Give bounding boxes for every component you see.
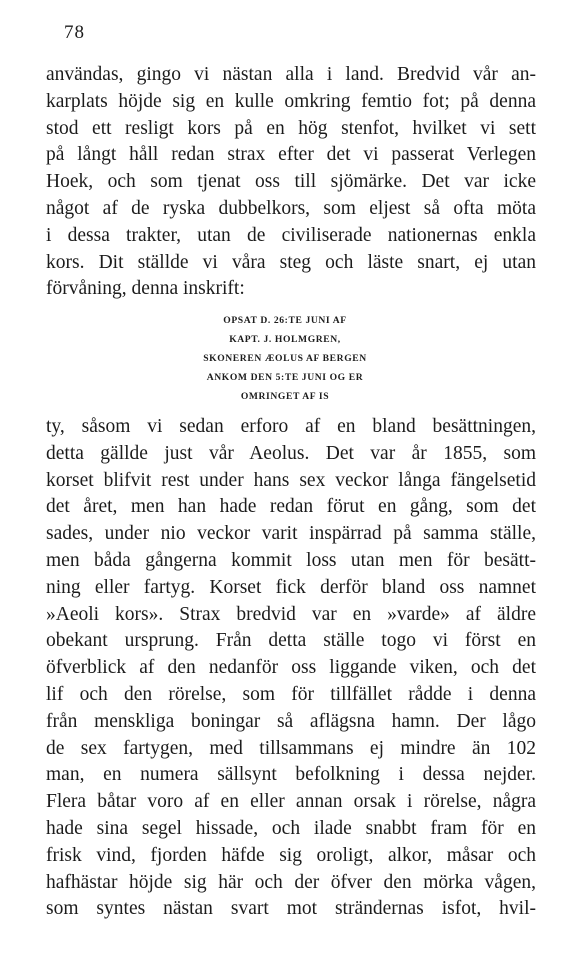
text-line: som syntes nästan svart mot strändernas isfot, hvil- bbox=[46, 898, 536, 920]
text-line: korset blifvit rest under hans sex veckor långa fängelsetid bbox=[46, 469, 536, 491]
paragraph-top bbox=[46, 62, 536, 303]
text-line: från menskliga boningar så aflägsna hamn. Der lågo bbox=[46, 710, 536, 732]
text-line: karplats höjde sig en kulle omkring femtio fot; på denna bbox=[46, 90, 536, 112]
text-line: man, en numera sällsynt befolkning i dessa nejder. bbox=[46, 764, 536, 786]
page-number: 78 bbox=[64, 22, 85, 43]
text-line: lif och den rörelse, som för tillfället rådde i denna bbox=[46, 683, 536, 705]
text-line: Flera båtar voro af en eller annan orsak i rörelse, några bbox=[46, 791, 536, 813]
text-line: användas, gingo vi nästan alla i land. Bredvid vår an- bbox=[46, 64, 536, 85]
inscription-line: ANKOM DEN 5:TE JUNI OG ER bbox=[206, 372, 364, 383]
inscription-line: OMRINGET AF IS bbox=[240, 391, 330, 402]
text-line: men båda gångerna kommit loss utan men för besätt- bbox=[46, 549, 536, 571]
inscription-line: SKONEREN ÆOLUS AF BERGEN bbox=[203, 353, 367, 364]
text-line: ning eller fartyg. Korset fick derför bland oss namnet bbox=[46, 576, 536, 598]
text-line: detta gällde just vår Aeolus. Det var år 1855, som bbox=[46, 442, 536, 464]
text-line: något af de ryska dubbelkors, som eljest så ofta möta bbox=[46, 197, 536, 219]
text-line: hafhästar höjde sig här och der öfver den mörka vågen, bbox=[46, 871, 536, 893]
inscription-line: KAPT. J. HOLMGREN, bbox=[229, 334, 341, 345]
text-line: kors. Dit ställde vi våra steg och läste snart, ej utan bbox=[46, 251, 536, 273]
text-line: stod ett resligt kors på en hög stenfot, hvilket vi sett bbox=[46, 117, 536, 139]
text-line: öfverblick af den nedanför oss liggande viken, och det bbox=[46, 657, 536, 679]
text-line: frisk vind, fjorden häfde sig oroligt, alkor, måsar och bbox=[46, 844, 536, 866]
text-line: förvåning, denna inskrift: bbox=[46, 278, 245, 300]
text-line: på långt håll redan strax efter det vi passerat Verlegen bbox=[46, 144, 536, 166]
text-line: i dessa trakter, utan de civiliserade nationernas enkla bbox=[46, 224, 536, 246]
text-line: ty, såsom vi sedan erforo af en bland besättningen, bbox=[46, 416, 536, 437]
inscription-line: OPSAT D. 26:TE JUNI AF bbox=[223, 315, 347, 326]
text-line: de sex fartygen, med tillsammans ej mindre än 102 bbox=[46, 737, 536, 759]
text-line: obekant ursprung. Från detta ställe togo vi först en bbox=[46, 630, 536, 652]
text-line: sades, under nio veckor varit inspärrad på samma ställe, bbox=[46, 523, 536, 545]
paragraph-bottom bbox=[46, 414, 536, 923]
text-line: Hoek, och som tjenat oss till sjömärke. Det var icke bbox=[46, 171, 536, 193]
inscription-block bbox=[160, 311, 410, 406]
text-line: det året, men han hade redan förut en gång, som det bbox=[46, 496, 536, 518]
text-line: »Aeoli kors». Strax bredvid var en »varde» af äldre bbox=[46, 603, 536, 625]
text-line: hade sina segel hissade, och ilade snabbt fram för en bbox=[46, 817, 536, 839]
